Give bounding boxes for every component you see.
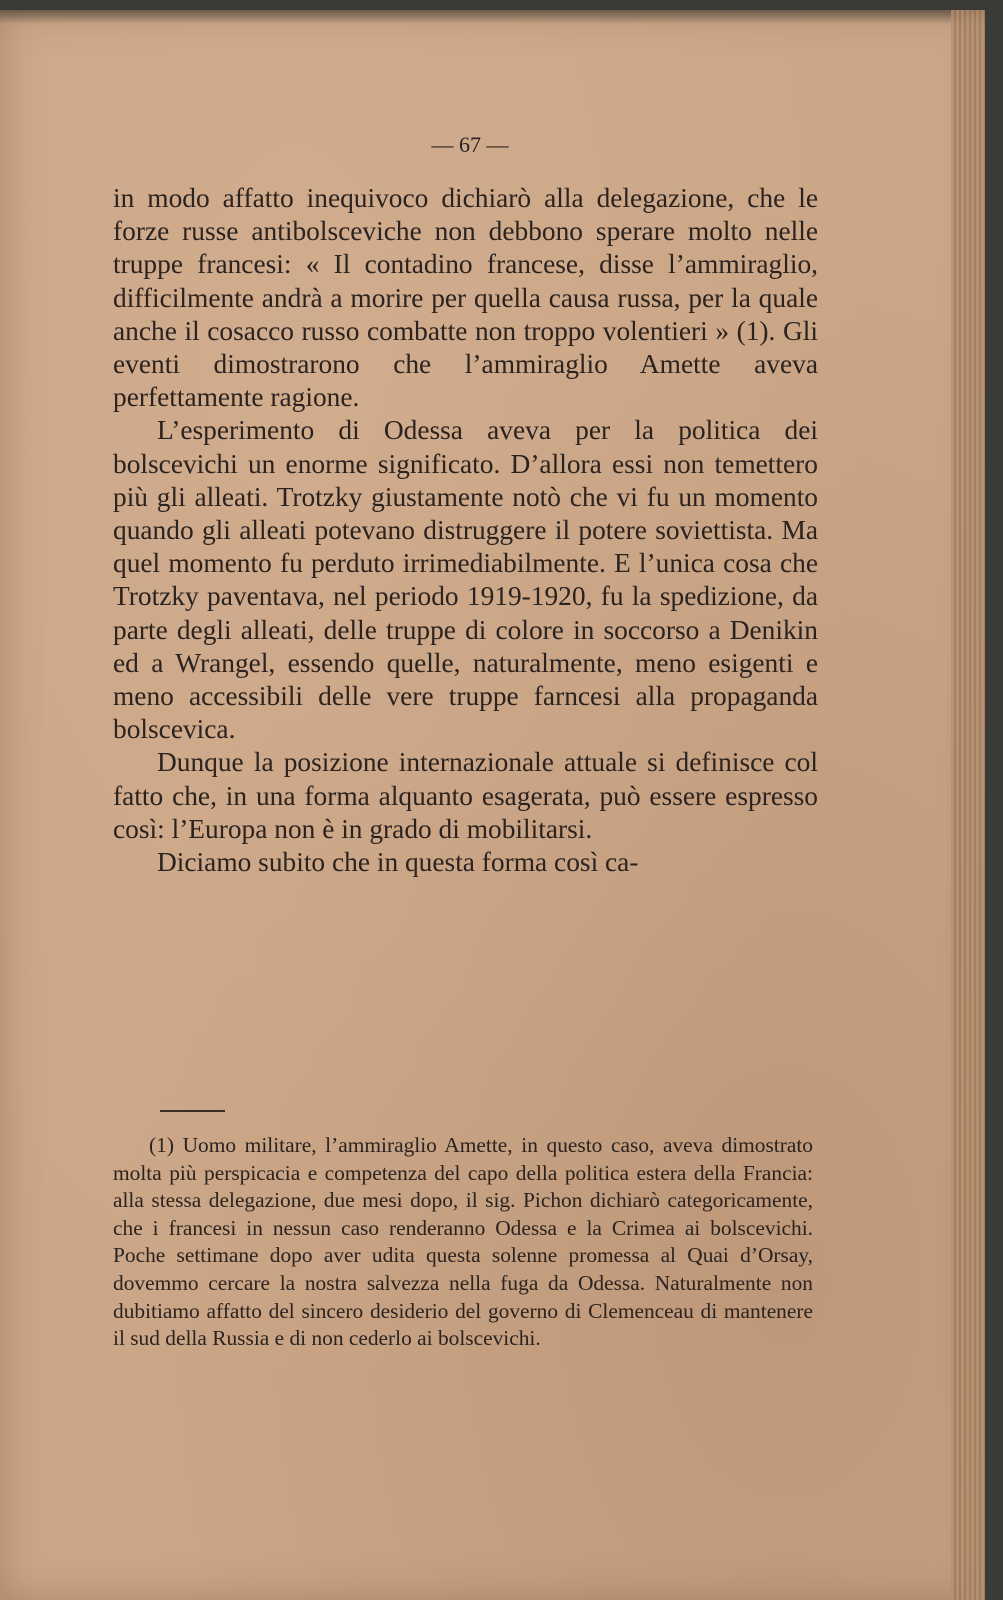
paragraph: Diciamo subito che in questa forma così ca- [157,847,639,878]
paragraph: L’esperimento di Odessa aveva per la politica dei bolscevichi un enorme significato. D’allora essi non temettero più gli alleati. Trotzky giustamente notò che vi fu un momento quando gli alleati potevano distruggere il potere soviettista. Ma quel momento fu perduto irrimediabilmente. E l’unica cosa che Trotzky paventava, nel periodo 1919-1920, fu la spedizione, da parte degli alleati, delle truppe di colore in soccorso a Denikin ed a Wrangel, essendo quelle, naturalmente, meno esigenti e meno accessibili delle vere truppe farncesi alla propaganda bolscevica. [113,415,818,745]
page-number: — 67 — [431,132,509,157]
paragraph: Dunque la posizione internazionale attuale si definisce col fatto che, in una forma alquanto esagerata, può essere espresso così: l’Europa non è in grado di mobilitarsi. [113,747,818,844]
footnote-separator [160,1110,225,1112]
footnotes [113,1132,813,1353]
book-spine [951,10,985,1600]
page-top-edge [0,10,985,24]
book-page [0,10,985,1600]
footnote: (1) Uomo militare, l’ammiraglio Amette, in questo caso, aveva dimostrato molta più perspicacia e competenza del capo della politica estera della Francia: alla stessa delegazione, due mesi dopo, il sig. Pichon dichiarò categoricamente, che i francesi in nessun caso renderanno Odessa e la Crimea ai bolscevichi. Poche settimane dopo aver udita questa solenne promessa al Quai d’Orsay, dovemmo cercare la nostra salvezza nella fuga da Odessa. Naturalmente non dubitiamo affatto del sincero desiderio del governo di Clemenceau di mantenere il sud della Russia e di non cederlo ai bolscevichi. [113,1133,813,1351]
paragraph: in modo affatto inequivoco dichiarò alla delegazione, che le forze russe antibolsceviche non debbono sperare molto nelle truppe francesi: « Il contadino francese, disse l’ammiraglio, difficilmente andrà a morire per quella causa russa, per la quale anche il cosacco russo combatte non troppo volentieri » (1). Gli eventi dimostrarono che l’ammiraglio Amette aveva perfettamente ragione. [113,183,818,413]
body-text [113,182,818,879]
